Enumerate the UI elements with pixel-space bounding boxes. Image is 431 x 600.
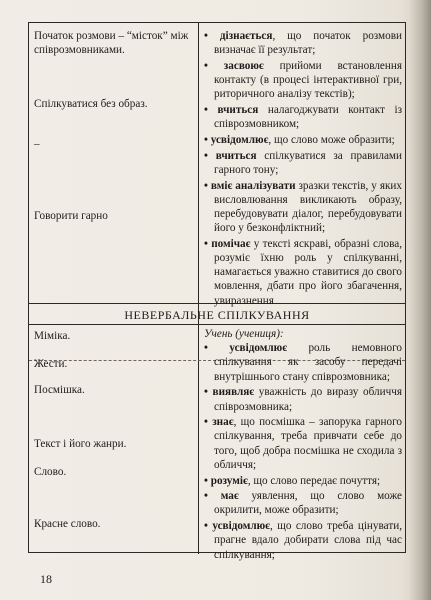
outcomes-list-bottom: [204, 327, 402, 563]
outcome-item: • знає, що посмішка – запорука гарного спілкування, треба привчати себе до того, щоб добра посмішка не сходила з обличчя;: [204, 416, 403, 471]
outcomes-list-top: [204, 29, 402, 309]
outcome-item: • вчиться налагоджувати контакт із співрозмовником;: [204, 104, 402, 131]
topic-speak-well: Говорити гарно: [34, 210, 108, 222]
outcome-item: • усвідомлює роль немовного спілкування як засобу передачі внутрішнього стану співрозмовника;: [204, 342, 402, 383]
topic-beautiful-word: Красне слово.: [34, 518, 101, 530]
outcome-item: • має уявлення, що слово може окрилити, може образити;: [204, 490, 403, 517]
page-number: 18: [40, 572, 52, 586]
outcome-item: • виявляє уважність до виразу обличчя співрозмовника;: [204, 386, 402, 413]
column-divider: [198, 23, 199, 554]
outcome-item: • вміє аналізувати зразки текстів, у яких висловлювання викликають образу, перебудовувати діалог, перебудовувати його у безконфліктний;: [204, 179, 403, 235]
outcome-item: • засвоює прийоми встановлення контакту (в процесі інтерактивної гри, риторичного аналізу текстів);: [204, 59, 403, 101]
curriculum-table: [28, 22, 406, 561]
topic-gestures: Жести.: [34, 358, 68, 370]
topic-conversation-start: Початок розмови – “місток” між співрозмовниками.: [34, 30, 189, 57]
outcome-item: • усвідомлює, що слово може образити;: [204, 133, 395, 146]
topic-smile: Посмішка.: [34, 384, 85, 396]
outcome-item: • розуміє, що слово передає почуття;: [204, 474, 381, 487]
outcome-item: • вчиться спілкуватися за правилами гарного тону;: [204, 149, 402, 176]
topic-facial-expressions: Міміка.: [34, 330, 71, 342]
page-spine-shadow: [409, 0, 431, 600]
outcome-item: • усвідомлює, що слово треба цінувати, прагне вдало добирати слова під час спілкування;: [204, 520, 402, 561]
section-header-nonverbal: НЕВЕРБАЛЬНЕ СПІЛКУВАННЯ: [124, 308, 310, 322]
topic-text-genres: Текст і його жанри.: [34, 438, 127, 450]
outcome-item: • дізнається, що початок розмови визначає її результат;: [204, 30, 402, 57]
topic-dash: –: [34, 138, 40, 150]
topic-no-offense: Спілкуватися без образ.: [34, 98, 148, 110]
section-divider-bottom: [29, 324, 405, 325]
topic-word: Слово.: [34, 466, 67, 478]
student-intro: Учень (учениця):: [204, 328, 284, 340]
outcome-item: • помічає у тексті яскраві, образні слова, розуміє їхню роль у спілкуванні, намагається уважно ставитися до свого мовлення, дбати про його збагачення, увиразнення: [204, 237, 403, 307]
